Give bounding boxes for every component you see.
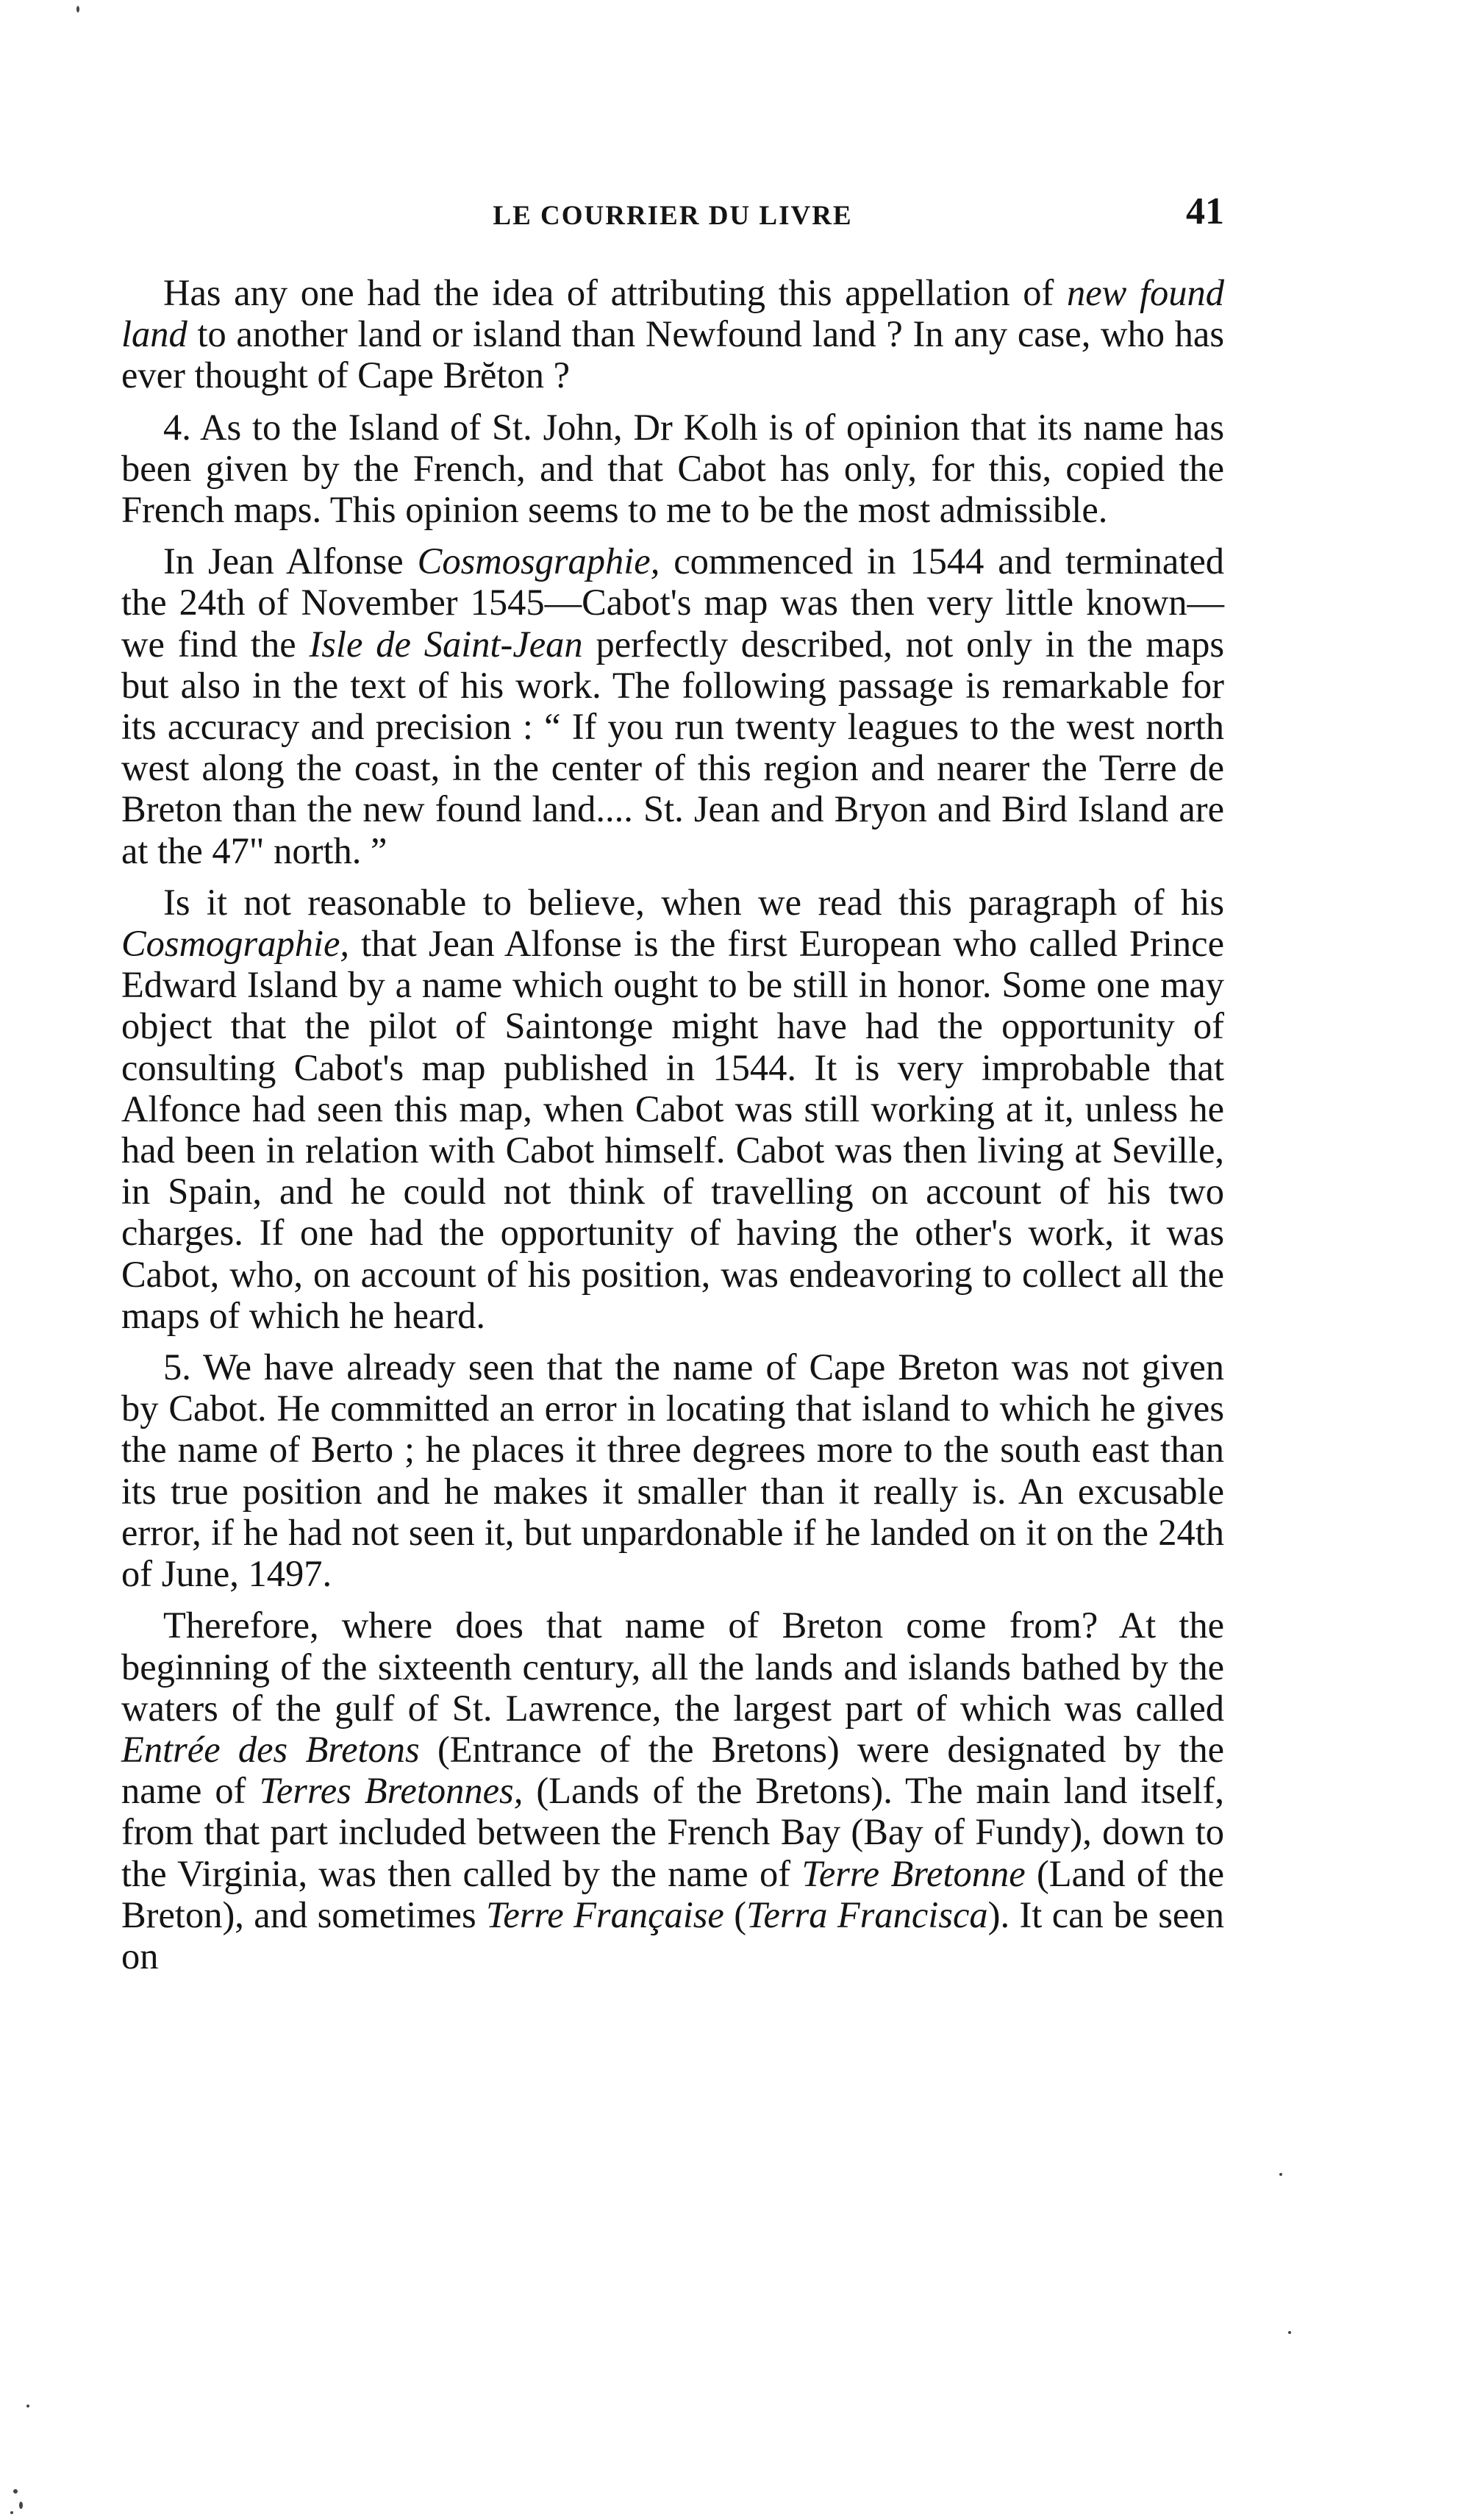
scan-speck — [1288, 2331, 1291, 2334]
paragraph-2 — [121, 407, 1224, 531]
scan-speck — [13, 2489, 18, 2494]
paragraph-6 — [121, 1605, 1224, 1977]
page-number: 41 — [1186, 190, 1224, 232]
text-run: In Jean Alfonse — [163, 540, 418, 582]
scan-speck — [26, 2405, 29, 2407]
italic-run: new found land — [121, 272, 1224, 355]
text-run: (Entrance of the Bretons) were designated by the name of — [121, 1728, 1224, 1812]
text-run: that Jean Alfonse is the first European who called Prince Edward Island by a name which ought to be still in honor. Some one may object that the pilot of Saintonge might have had the opportunity of consulting Cabot's map published in 1544. It is very improbable that Alfonce had seen this map, when Cabot was still working at it, unless he had been in relation with Cabot himself. Cabot was then living at Seville, in Spain, and he could not think of travelling on account of his two charges. If one had the opportunity of having the other's work, it was Cabot, who, on account of his position, was endeavoring to collect all the maps of which he heard. — [121, 923, 1224, 1336]
text-run: ). It can be seen on — [121, 1893, 1224, 1977]
paragraph-3 — [121, 540, 1224, 871]
italic-run: Isle de Saint-Jean — [309, 623, 583, 665]
text-run: commenced in 1544 and terminated the 24th of November 1545—Cabot's map was then very little known—we find the — [121, 540, 1224, 665]
scan-speck — [76, 6, 79, 13]
text-run: 4. As to the Island of St. John, Dr Kolh is of opinion that its name has been given by the French, and that Cabot has only, for this, copied the French maps. This opinion seems to me to be the most admissible. — [121, 406, 1224, 531]
body-text — [121, 272, 1224, 1987]
paragraph-4 — [121, 882, 1224, 1336]
running-head — [121, 190, 1224, 241]
italic-run: Terre Française — [485, 1893, 724, 1935]
scan-speck — [10, 2511, 13, 2514]
text-run: 5. We have already seen that the name of Cape Breton was not given by Cabot. He committed an error in locating that island to which he gives the name of Berto ; he places it three degrees more to the south east than its true position and he makes it smaller than it really is. An excusable error, if he had not seen it, but unpardonable if he landed on it on the 24th of June, 1497. — [121, 1346, 1224, 1595]
paragraph-5 — [121, 1346, 1224, 1594]
text-run: Has any one had the idea of attributing this appellation of — [163, 272, 1067, 313]
text-run: Is it not reasonable to believe, when we read this paragraph of his — [163, 881, 1224, 923]
scan-speck — [19, 2502, 23, 2509]
italic-run: Terre Bretonne — [801, 1852, 1026, 1894]
text-run: perfectly described, not only in the maps but also in the text of his work. The following passage is remarkable for its accuracy and precision : “ If you run twenty leagues to the west north west along the coast, in the center of this region and nearer the Terre de Breton than the new found land.... St. Jean and Bryon and Bird Island are at the 47" north. ” — [121, 623, 1224, 871]
running-title: LE COURRIER DU LIVRE — [493, 201, 853, 231]
italic-run: Cosmosgraphie, — [417, 540, 660, 582]
text-run: ( — [723, 1893, 747, 1935]
text-run: (Lands of the Bretons). The main land itself, from that part included between the French Bay (Bay of Fundy), down to the Virginia, was then called by the name of — [121, 1770, 1225, 1894]
scan-speck — [1279, 2173, 1282, 2176]
paragraph-1 — [121, 272, 1224, 396]
italic-run: Cosmographie, — [121, 923, 350, 965]
italic-run: Terra Francisca — [746, 1893, 988, 1935]
italic-run: Entrée des Bretons — [121, 1728, 420, 1770]
text-run: (Land of the Breton), and sometimes — [121, 1852, 1224, 1935]
text-run: Therefore, where does that name of Breton come from? At the beginning of the sixteenth century, all the lands and islands bathed by the waters of the gulf of St. Lawrence, the largest part of which was called — [121, 1605, 1224, 1729]
text-run: to another land or island than Newfound land ? In any case, who has ever thought of Cape Brĕton ? — [121, 313, 1224, 396]
italic-run: Terres Bretonnes, — [259, 1770, 523, 1812]
